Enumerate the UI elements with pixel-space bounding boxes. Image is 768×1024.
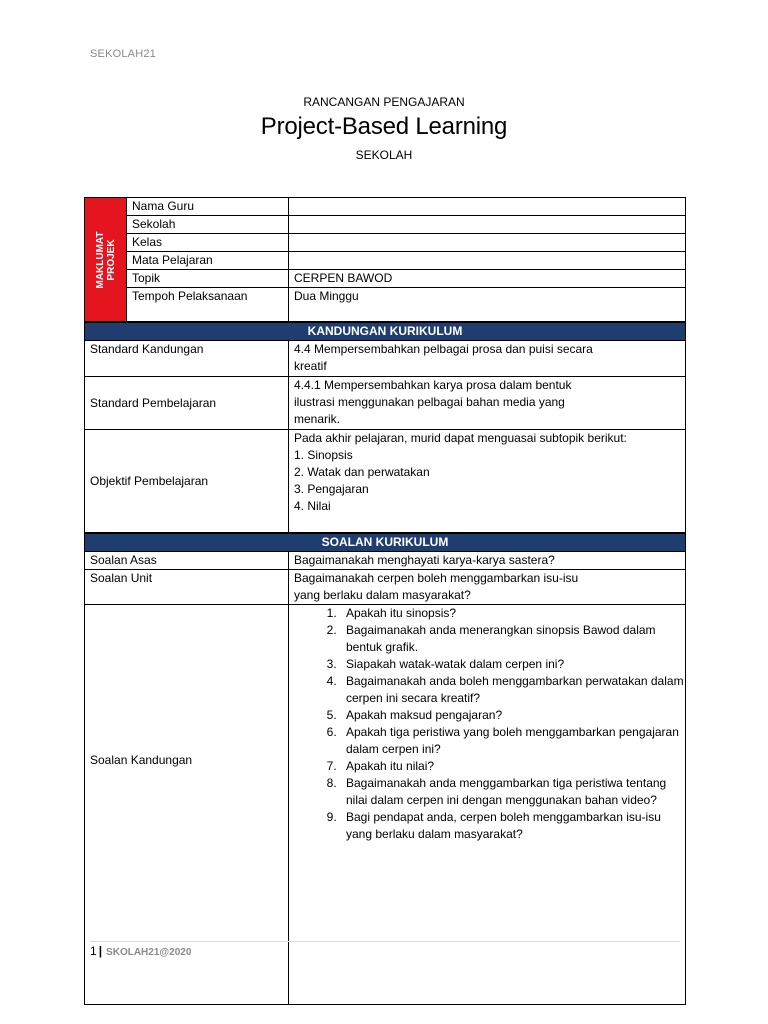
field-value: CERPEN BAWOD <box>289 270 686 288</box>
text-line: yang berlaku dalam masyarakat? <box>294 588 471 602</box>
list-item: 5. Apakah maksud pengajaran? <box>340 707 685 724</box>
row-value <box>289 377 686 430</box>
row-value <box>289 430 686 533</box>
page-footer <box>90 944 191 958</box>
row-value <box>289 570 686 605</box>
text-line: 2. Watak dan perwatakan <box>294 465 430 479</box>
section-band <box>85 323 686 341</box>
curriculum-content-table <box>84 322 686 533</box>
field-value <box>289 198 686 216</box>
document-subtitle: SEKOLAH <box>355 148 413 162</box>
section-heading: KANDUNGAN KURIKULUM <box>85 323 686 341</box>
curriculum-questions-table <box>84 533 686 1005</box>
text-line: 1. Sinopsis <box>294 448 353 462</box>
row-label: Standard Kandungan <box>85 341 289 377</box>
text-line: menarik. <box>294 412 341 426</box>
text-line: Pada akhir pelajaran, murid dapat menguasai subtopik berikut: <box>294 431 627 445</box>
project-info-row <box>85 234 686 252</box>
text-line: 3. Pengajaran <box>294 482 369 496</box>
row-label: Standard Pembelajaran <box>85 377 289 430</box>
content-questions-list <box>294 605 685 843</box>
footer-divider <box>90 941 680 942</box>
list-item: 2. Bagaimanakah anda menerangkan sinopsis Bawod dalam bentuk grafik. <box>340 622 685 656</box>
section-band <box>85 534 686 552</box>
list-item: 9. Bagi pendapat anda, cerpen boleh menggambarkan isu-isu yang berlaku dalam masyarakat? <box>340 809 685 843</box>
text-line: ilustrasi menggunakan pelbagai bahan media yang <box>294 395 565 409</box>
list-item: 7. Apakah itu nilai? <box>340 758 685 775</box>
field-label: Topik <box>127 270 289 288</box>
list-item: 3. Siapakah watak-watak dalam cerpen ini? <box>340 656 685 673</box>
field-value <box>289 216 686 234</box>
text-line: Bagaimanakah cerpen boleh menggambarkan isu-isu <box>294 571 579 585</box>
side-label-line1: MAKLUMAT <box>94 230 106 289</box>
question-row <box>85 570 686 605</box>
field-label: Sekolah <box>127 216 289 234</box>
field-label: Nama Guru <box>127 198 289 216</box>
document-title: Project-Based Learning <box>260 113 508 140</box>
project-info-table <box>84 197 686 322</box>
row-value <box>289 341 686 377</box>
field-value <box>289 234 686 252</box>
content-row <box>85 430 686 533</box>
section-heading: SOALAN KURIKULUM <box>85 534 686 552</box>
row-label: Soalan Kandungan <box>85 605 289 1005</box>
field-value <box>289 252 686 270</box>
list-item: 1. Apakah itu sinopsis? <box>340 605 685 622</box>
field-label: Kelas <box>127 234 289 252</box>
content-row <box>85 341 686 377</box>
list-item: 6. Apakah tiga peristiwa yang boleh menggambarkan pengajaran dalam cerpen ini? <box>340 724 685 758</box>
document-kicker: RANCANGAN PENGAJARAN <box>303 95 465 109</box>
content-row <box>85 377 686 430</box>
row-label: Objektif Pembelajaran <box>85 430 289 533</box>
text-line: kreatif <box>294 359 327 373</box>
project-info-row <box>85 288 686 322</box>
field-label: Mata Pelajaran <box>127 252 289 270</box>
list-item: 4. Bagaimanakah anda boleh menggambarkan perwatakan dalam cerpen ini secara kreatif? <box>340 673 685 707</box>
row-label: Soalan Asas <box>85 552 289 570</box>
project-info-row <box>85 252 686 270</box>
footer-separator: | <box>98 944 103 958</box>
side-label-line2: PROJEK <box>105 238 117 281</box>
row-label: Soalan Unit <box>85 570 289 605</box>
field-value: Dua Minggu <box>289 288 686 322</box>
project-info-side-label <box>85 198 127 322</box>
field-label: Tempoh Pelaksanaan <box>127 288 289 322</box>
project-info-row <box>85 216 686 234</box>
header-watermark: SEKOLAH21 <box>90 48 157 60</box>
project-info-row <box>85 198 686 216</box>
footer-copyright: SKOLAH21@2020 <box>106 947 192 958</box>
row-value <box>289 605 686 1005</box>
text-line: 4.4.1 Mempersembahkan karya prosa dalam bentuk <box>294 378 572 392</box>
page-number: 1 <box>90 944 97 958</box>
text-line: 4.4 Mempersembahkan pelbagai prosa dan puisi secara <box>294 342 593 356</box>
question-row <box>85 552 686 570</box>
project-info-row <box>85 270 686 288</box>
row-value: Bagaimanakah menghayati karya-karya sastera? <box>289 552 686 570</box>
list-item: 8. Bagaimanakah anda menggambarkan tiga peristiwa tentang nilai dalam cerpen ini dengan menggunakan bahan video? <box>340 775 685 809</box>
text-line: 4. Nilai <box>294 499 331 513</box>
